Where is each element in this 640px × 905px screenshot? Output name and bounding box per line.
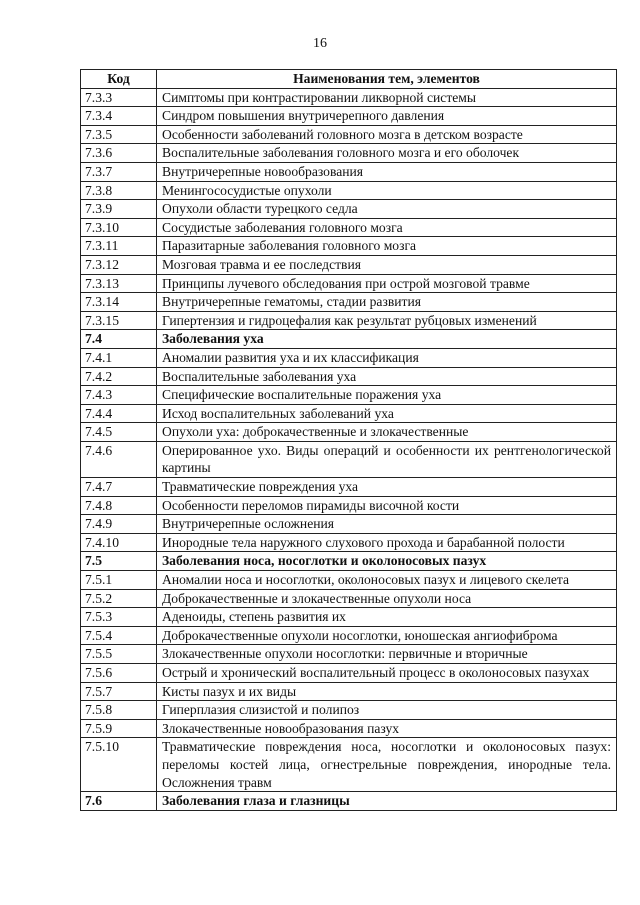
row-code: 7.3.4 bbox=[81, 107, 157, 126]
row-name: Особенности заболеваний головного мозга в детском возрасте bbox=[157, 125, 617, 144]
row-code: 7.5.5 bbox=[81, 645, 157, 664]
table-row bbox=[81, 181, 617, 200]
row-code: 7.3.15 bbox=[81, 311, 157, 330]
row-code: 7.5.2 bbox=[81, 589, 157, 608]
row-code: 7.4.8 bbox=[81, 496, 157, 515]
table-header-row bbox=[81, 70, 617, 89]
table-row bbox=[81, 645, 617, 664]
row-name: Заболевания уха bbox=[157, 330, 617, 349]
row-code: 7.3.5 bbox=[81, 125, 157, 144]
row-name: Инородные тела наружного слухового прохода и барабанной полости bbox=[157, 533, 617, 552]
row-code: 7.5.10 bbox=[81, 738, 157, 792]
table-row bbox=[81, 478, 617, 497]
row-name: Заболевания глаза и глазницы bbox=[157, 792, 617, 811]
table-row bbox=[81, 107, 617, 126]
row-name: Специфические воспалительные поражения уха bbox=[157, 386, 617, 405]
row-name: Менингососудистые опухоли bbox=[157, 181, 617, 200]
row-name: Симптомы при контрастировании ликворной системы bbox=[157, 88, 617, 107]
table-row bbox=[81, 404, 617, 423]
row-name: Аденоиды, степень развития их bbox=[157, 608, 617, 627]
table-row bbox=[81, 348, 617, 367]
table-row bbox=[81, 218, 617, 237]
table-row bbox=[81, 589, 617, 608]
row-name: Гипертензия и гидроцефалия как результат рубцовых изменений bbox=[157, 311, 617, 330]
table-row bbox=[81, 200, 617, 219]
row-code: 7.5.8 bbox=[81, 701, 157, 720]
row-code: 7.3.12 bbox=[81, 255, 157, 274]
section-row bbox=[81, 330, 617, 349]
row-name: Сосудистые заболевания головного мозга bbox=[157, 218, 617, 237]
row-code: 7.4 bbox=[81, 330, 157, 349]
row-name: Паразитарные заболевания головного мозга bbox=[157, 237, 617, 256]
row-name: Внутричерепные новообразования bbox=[157, 162, 617, 181]
row-name: Травматические повреждения уха bbox=[157, 478, 617, 497]
table-body bbox=[81, 88, 617, 810]
table-row bbox=[81, 88, 617, 107]
row-name: Принципы лучевого обследования при острой мозговой травме bbox=[157, 274, 617, 293]
row-name: Оперированное ухо. Виды операций и особенности их рентгенологической картины bbox=[157, 441, 617, 477]
table-row bbox=[81, 608, 617, 627]
table-row bbox=[81, 571, 617, 590]
row-code: 7.3.10 bbox=[81, 218, 157, 237]
row-code: 7.4.2 bbox=[81, 367, 157, 386]
row-code: 7.4.7 bbox=[81, 478, 157, 497]
row-name: Опухоли области турецкого седла bbox=[157, 200, 617, 219]
row-code: 7.4.5 bbox=[81, 423, 157, 442]
row-name: Аномалии развития уха и их классификация bbox=[157, 348, 617, 367]
row-name: Внутричерепные гематомы, стадии развития bbox=[157, 293, 617, 312]
table-row bbox=[81, 125, 617, 144]
row-name: Синдром повышения внутричерепного давления bbox=[157, 107, 617, 126]
row-code: 7.6 bbox=[81, 792, 157, 811]
table-row bbox=[81, 626, 617, 645]
row-code: 7.5.1 bbox=[81, 571, 157, 590]
row-name: Воспалительные заболевания головного мозга и его оболочек bbox=[157, 144, 617, 163]
row-code: 7.4.6 bbox=[81, 441, 157, 477]
table-row bbox=[81, 441, 617, 477]
table-row bbox=[81, 738, 617, 792]
table-row bbox=[81, 533, 617, 552]
row-name: Злокачественные новообразования пазух bbox=[157, 719, 617, 738]
row-code: 7.4.4 bbox=[81, 404, 157, 423]
row-code: 7.3.9 bbox=[81, 200, 157, 219]
row-code: 7.5.6 bbox=[81, 664, 157, 683]
row-code: 7.5.4 bbox=[81, 626, 157, 645]
row-name: Острый и хронический воспалительный процесс в околоносовых пазухах bbox=[157, 664, 617, 683]
row-code: 7.4.3 bbox=[81, 386, 157, 405]
row-code: 7.3.11 bbox=[81, 237, 157, 256]
page-number: 16 bbox=[313, 36, 327, 51]
row-code: 7.4.9 bbox=[81, 515, 157, 534]
row-code: 7.5.7 bbox=[81, 682, 157, 701]
row-code: 7.4.1 bbox=[81, 348, 157, 367]
table-row bbox=[81, 144, 617, 163]
row-code: 7.3.13 bbox=[81, 274, 157, 293]
section-row bbox=[81, 792, 617, 811]
topics-table bbox=[80, 69, 617, 811]
row-name: Кисты пазух и их виды bbox=[157, 682, 617, 701]
row-name: Внутричерепные осложнения bbox=[157, 515, 617, 534]
table-row bbox=[81, 515, 617, 534]
table-row bbox=[81, 496, 617, 515]
row-name: Особенности переломов пирамиды височной кости bbox=[157, 496, 617, 515]
row-name: Злокачественные опухоли носоглотки: первичные и вторичные bbox=[157, 645, 617, 664]
row-name: Доброкачественные опухоли носоглотки, юношеская ангиофиброма bbox=[157, 626, 617, 645]
column-header-code: Код bbox=[81, 70, 157, 89]
row-name: Травматические повреждения носа, носоглотки и околоносовых пазух: переломы костей лица, огнестрельные повреждения, инородные тела. Осложнения травм bbox=[157, 738, 617, 792]
table-row bbox=[81, 367, 617, 386]
row-name: Исход воспалительных заболеваний уха bbox=[157, 404, 617, 423]
section-row bbox=[81, 552, 617, 571]
row-name: Аномалии носа и носоглотки, околоносовых пазух и лицевого скелета bbox=[157, 571, 617, 590]
table-row bbox=[81, 274, 617, 293]
table-row bbox=[81, 701, 617, 720]
table-row bbox=[81, 664, 617, 683]
row-code: 7.5 bbox=[81, 552, 157, 571]
row-code: 7.4.10 bbox=[81, 533, 157, 552]
row-code: 7.3.3 bbox=[81, 88, 157, 107]
column-header-name: Наименования тем, элементов bbox=[157, 70, 617, 89]
table-row bbox=[81, 237, 617, 256]
table-row bbox=[81, 386, 617, 405]
row-name: Мозговая травма и ее последствия bbox=[157, 255, 617, 274]
table-row bbox=[81, 293, 617, 312]
table-row bbox=[81, 255, 617, 274]
row-name: Доброкачественные и злокачественные опухоли носа bbox=[157, 589, 617, 608]
row-code: 7.3.7 bbox=[81, 162, 157, 181]
row-name: Опухоли уха: доброкачественные и злокачественные bbox=[157, 423, 617, 442]
table-row bbox=[81, 682, 617, 701]
row-name: Гиперплазия слизистой и полипоз bbox=[157, 701, 617, 720]
row-code: 7.3.14 bbox=[81, 293, 157, 312]
row-name: Заболевания носа, носоглотки и околоносовых пазух bbox=[157, 552, 617, 571]
table-row bbox=[81, 311, 617, 330]
table-row bbox=[81, 162, 617, 181]
row-code: 7.5.3 bbox=[81, 608, 157, 627]
table-row bbox=[81, 719, 617, 738]
row-code: 7.3.6 bbox=[81, 144, 157, 163]
row-code: 7.3.8 bbox=[81, 181, 157, 200]
table-row bbox=[81, 423, 617, 442]
row-code: 7.5.9 bbox=[81, 719, 157, 738]
row-name: Воспалительные заболевания уха bbox=[157, 367, 617, 386]
